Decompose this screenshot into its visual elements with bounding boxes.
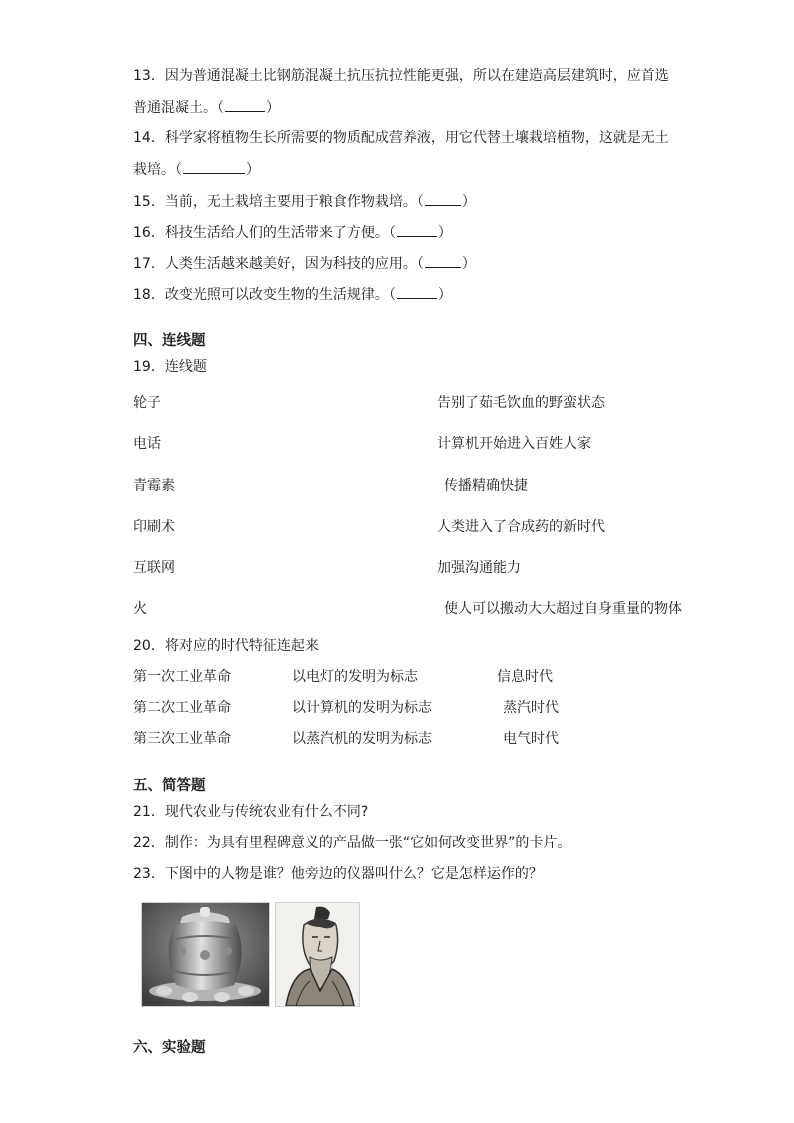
question-14-line1: 14．科学家将植物生长所需要的物质配成营养液，用它代替土壤栽培植物，这就是无土 — [133, 130, 669, 146]
match-left-item: 轮子 — [133, 395, 161, 411]
match-left-item: 火 — [133, 601, 147, 617]
match-left-item: 互联网 — [133, 560, 175, 576]
instrument-photo — [141, 902, 270, 1007]
match-left-item: 青霉素 — [133, 478, 175, 494]
question-16: 16．科技生活给人们的生活带来了方便。（ ） — [133, 222, 452, 243]
match-left-item: 电话 — [133, 436, 161, 452]
revolution-item: 第一次工业革命 — [133, 669, 231, 685]
answer-blank[interactable] — [425, 253, 461, 268]
section-title-matching: 四、连线题 — [133, 333, 206, 349]
question-14-line2: 栽培。（ ） — [133, 159, 260, 180]
question-22: 22．制作：为具有里程碑意义的产品做一张“它如何改变世界”的卡片。 — [133, 835, 572, 851]
invention-item: 以计算机的发明为标志 — [292, 700, 432, 716]
match-right-item: 使人可以搬动大大超过自身重量的物体 — [444, 601, 682, 617]
invention-item: 以蒸汽机的发明为标志 — [292, 731, 432, 747]
match-right-item: 人类进入了合成药的新时代 — [437, 519, 605, 535]
invention-item: 以电灯的发明为标志 — [292, 669, 418, 685]
answer-blank[interactable] — [183, 159, 245, 174]
question-20: 20．将对应的时代特征连起来 — [133, 638, 319, 654]
match-right-item: 告别了茹毛饮血的野蛮状态 — [437, 395, 605, 411]
era-item: 蒸汽时代 — [503, 700, 559, 716]
match-right-item: 加强沟通能力 — [437, 560, 521, 576]
answer-blank[interactable] — [225, 97, 265, 112]
question-18: 18．改变光照可以改变生物的生活规律。（ ） — [133, 284, 452, 305]
portrait-illustration — [276, 903, 359, 1006]
portrait-photo — [275, 902, 360, 1007]
question-17: 17．人类生活越来越美好，因为科技的应用。（ ） — [133, 253, 476, 274]
match-left-item: 印刷术 — [133, 519, 175, 535]
question-15: 15．当前，无土栽培主要用于粮食作物栽培。（ ） — [133, 191, 476, 212]
question-19: 19．连线题 — [133, 359, 207, 375]
answer-blank[interactable] — [397, 284, 437, 299]
question-13-line1: 13．因为普通混凝土比钢筋混凝土抗压抗拉性能更强，所以在建造高层建筑时，应首选 — [133, 68, 669, 84]
match-right-item: 计算机开始进入百姓人家 — [437, 436, 591, 452]
instrument-illustration — [142, 903, 269, 1006]
question-21: 21．现代农业与传统农业有什么不同? — [133, 804, 369, 820]
revolution-item: 第三次工业革命 — [133, 731, 231, 747]
revolution-item: 第二次工业革命 — [133, 700, 231, 716]
era-item: 电气时代 — [503, 731, 559, 747]
question-13-line2: 普通混凝土。（ ） — [133, 97, 280, 118]
question-23: 23．下图中的人物是谁？他旁边的仪器叫什么？它是怎样运作的？ — [133, 866, 543, 882]
era-item: 信息时代 — [497, 669, 553, 685]
answer-blank[interactable] — [397, 222, 437, 237]
section-title-short-answer: 五、简答题 — [133, 778, 206, 794]
section-title-experiment: 六、实验题 — [133, 1040, 206, 1056]
answer-blank[interactable] — [425, 191, 461, 206]
match-right-item: 传播精确快捷 — [444, 478, 528, 494]
